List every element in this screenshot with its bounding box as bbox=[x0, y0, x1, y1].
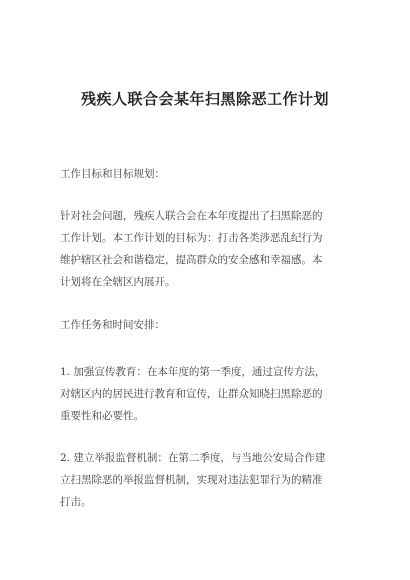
goal-paragraph-line: 针对社会问题，残疾人联合会在本年度提出了扫黑除恶的 bbox=[60, 210, 323, 222]
task-item-2-line: 2. 建立举报监督机制：在第二季度，与当地公安局合作建 bbox=[60, 452, 326, 464]
task-item-1-line: 对辖区内的居民进行教育和宣传，让群众知晓扫黑除恶的 bbox=[60, 388, 323, 400]
task-item-2 bbox=[60, 447, 352, 513]
section-heading-goals bbox=[60, 163, 352, 185]
section-heading-tasks-text: 工作任务和时间安排： bbox=[60, 319, 165, 331]
goal-paragraph-line: 维护辖区社会和谐稳定，提高群众的安全感和幸福感。本 bbox=[60, 254, 323, 266]
section-heading-goals-text: 工作目标和目标规划： bbox=[60, 168, 165, 180]
task-item-1 bbox=[60, 361, 352, 427]
task-item-1-line: 1. 加强宣传教育：在本年度的第一季度，通过宣传方法， bbox=[60, 366, 326, 378]
task-item-2-line: 打击。 bbox=[60, 496, 92, 508]
task-item-2-line: 立扫黑除恶的举报监督机制，实现对违法犯罪行为的精准 bbox=[60, 474, 323, 486]
document-title: 残疾人联合会某年扫黑除恶工作计划 bbox=[80, 90, 329, 108]
task-item-1-line: 重要性和必要性。 bbox=[60, 410, 144, 422]
goal-paragraph-line: 计划将在全辖区内展开。 bbox=[60, 276, 176, 288]
goal-paragraph-line: 工作计划。本工作计划的目标为：打击各类涉恶乱纪行为 bbox=[60, 232, 323, 244]
section-heading-tasks bbox=[60, 314, 352, 336]
goal-paragraph bbox=[60, 205, 352, 293]
